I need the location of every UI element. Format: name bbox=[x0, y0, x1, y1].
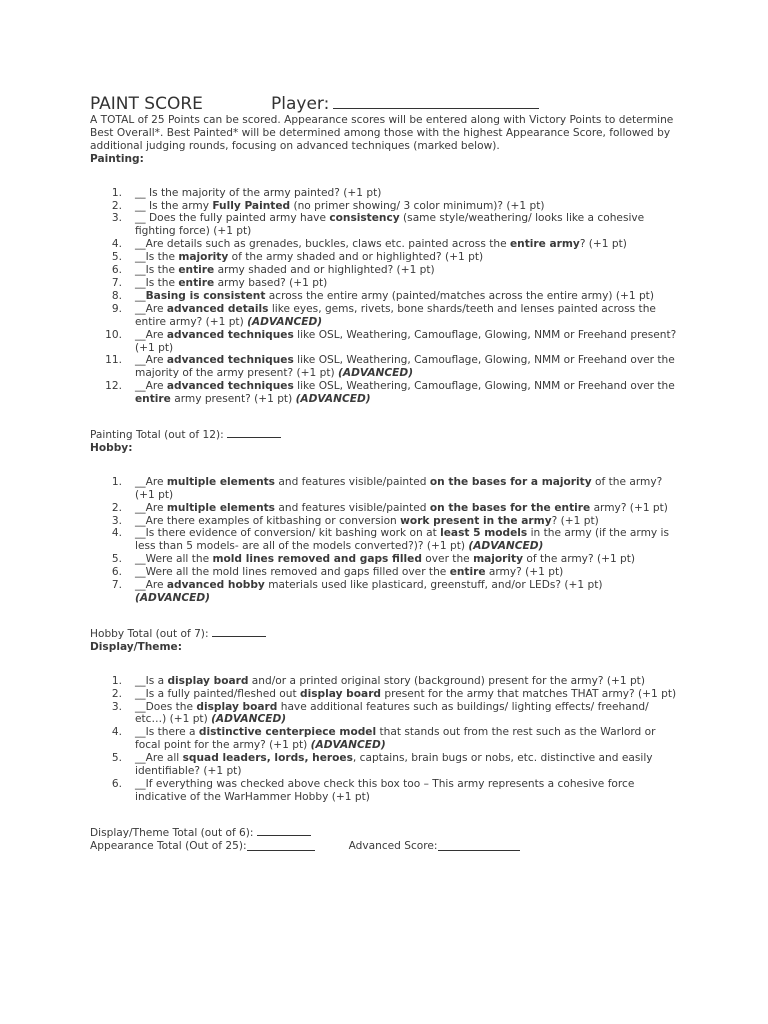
advanced-tag: (ADVANCED) bbox=[295, 393, 371, 406]
text-run: (no primer showing/ 3 color minimum)? (+1 pt) bbox=[290, 199, 545, 212]
item-number: 7. bbox=[111, 276, 122, 289]
emphasis: entire bbox=[178, 276, 215, 289]
hobby-item[interactable] bbox=[90, 566, 680, 579]
text-run: of the army? (+1 pt) bbox=[523, 553, 636, 566]
hobby-item[interactable] bbox=[90, 553, 680, 566]
painting-item[interactable] bbox=[90, 187, 680, 200]
item-number: 12. bbox=[105, 380, 122, 393]
text-run: __Does the bbox=[135, 700, 197, 713]
painting-list bbox=[90, 187, 680, 406]
item-text bbox=[135, 476, 662, 501]
item-text bbox=[135, 502, 668, 514]
item-number: 5. bbox=[111, 752, 122, 765]
advanced-tag: (ADVANCED) bbox=[338, 367, 414, 380]
emphasis: multiple elements bbox=[166, 475, 275, 488]
item-number: 1. bbox=[111, 475, 122, 488]
item-text bbox=[135, 277, 327, 289]
text-run: __Is there a bbox=[135, 726, 199, 739]
text-run: and features visible/painted bbox=[275, 501, 430, 514]
item-text bbox=[135, 701, 649, 726]
hobby-item[interactable] bbox=[90, 476, 680, 502]
text-run: __Are bbox=[135, 380, 167, 393]
text-run: __ Is the army bbox=[135, 199, 213, 212]
painting-heading: Painting: bbox=[90, 152, 144, 165]
item-number: 8. bbox=[111, 289, 122, 302]
item-number: 4. bbox=[111, 238, 122, 251]
emphasis: advanced hobby bbox=[166, 579, 265, 592]
display-item[interactable] bbox=[90, 726, 680, 752]
header bbox=[90, 94, 680, 114]
hobby-total-label: Hobby Total (out of 7): bbox=[90, 627, 212, 640]
item-number: 2. bbox=[111, 687, 122, 700]
item-number: 9. bbox=[111, 302, 122, 315]
text-run: have additional features such as buildings/ lighting effects/ freehand/ etc…) (+1 pt) bbox=[135, 700, 649, 726]
item-text bbox=[135, 251, 483, 263]
text-run: , captains, brain bugs or nobs, etc. distinctive and easily identifiable? (+1 pt) bbox=[135, 752, 653, 778]
appearance-total-label: Appearance Total (Out of 25): bbox=[90, 839, 247, 852]
text-run: __If everything was checked above check this box too – This army represents a cohesive force indicative of the WarHammer Hobby (+1 pt) bbox=[135, 777, 635, 803]
text-run: __Are bbox=[135, 354, 167, 367]
text-run: __Are details such as grenades, buckles, claws etc. painted across the bbox=[135, 238, 510, 251]
item-number: 2. bbox=[111, 199, 122, 212]
painting-item[interactable] bbox=[90, 251, 680, 264]
emphasis: entire bbox=[135, 393, 171, 406]
item-number: 4. bbox=[111, 726, 122, 739]
item-text bbox=[135, 187, 381, 199]
display-item[interactable] bbox=[90, 778, 680, 804]
hobby-total bbox=[90, 626, 680, 641]
emphasis: entire army bbox=[509, 238, 580, 251]
text-run: __Are bbox=[135, 501, 167, 514]
item-number: 1. bbox=[111, 674, 122, 687]
item-text bbox=[135, 290, 654, 302]
item-text bbox=[135, 200, 545, 212]
display-total-label: Display/Theme Total (out of 6): bbox=[90, 826, 257, 839]
text-run: __Are there examples of kitbashing or conversion bbox=[135, 514, 401, 527]
item-number: 6. bbox=[111, 566, 122, 579]
text-run: __Were all the bbox=[135, 553, 213, 566]
advanced-tag: (ADVANCED) bbox=[247, 315, 323, 328]
item-number: 5. bbox=[111, 251, 122, 264]
item-text bbox=[135, 329, 676, 354]
item-number: 5. bbox=[111, 553, 122, 566]
text-run: army shaded and or highlighted? (+1 pt) bbox=[214, 264, 435, 277]
text-run: __Were all the mold lines removed and gaps filled over the bbox=[135, 566, 450, 579]
emphasis: display board bbox=[196, 700, 278, 713]
text-run: __ bbox=[135, 289, 146, 302]
hobby-item[interactable] bbox=[90, 527, 680, 553]
emphasis: work present in the army bbox=[400, 514, 552, 527]
text-run: army? (+1 pt) bbox=[590, 501, 668, 514]
item-text bbox=[135, 778, 634, 803]
appearance-total-field[interactable] bbox=[247, 840, 315, 851]
item-text bbox=[135, 264, 435, 276]
display-total bbox=[90, 825, 680, 840]
painting-item[interactable] bbox=[90, 277, 680, 290]
text-run: of the army shaded and or highlighted? (+1 pt) bbox=[228, 251, 484, 264]
text-run: __Are all bbox=[135, 752, 183, 765]
text-run: __Are bbox=[135, 579, 167, 592]
display-total-field[interactable] bbox=[257, 825, 311, 836]
hobby-list bbox=[90, 476, 680, 605]
advanced-tag: (ADVANCED) bbox=[211, 713, 287, 726]
player-label: Player: bbox=[271, 94, 330, 114]
emphasis: advanced details bbox=[166, 302, 269, 315]
item-number: 3. bbox=[111, 700, 122, 713]
item-text bbox=[135, 303, 656, 328]
item-text bbox=[135, 726, 655, 751]
text-run: __ Does the fully painted army have bbox=[135, 212, 330, 225]
painting-item[interactable] bbox=[90, 303, 680, 329]
item-number: 2. bbox=[111, 501, 122, 514]
text-run: army? (+1 pt) bbox=[485, 566, 564, 579]
item-number: 4. bbox=[111, 527, 122, 540]
advanced-score-field[interactable] bbox=[438, 840, 520, 851]
emphasis: majority bbox=[178, 251, 229, 264]
item-number: 3. bbox=[111, 212, 122, 225]
text-run: over the bbox=[421, 553, 474, 566]
item-text bbox=[135, 212, 644, 237]
emphasis: display board bbox=[167, 674, 249, 687]
hobby-item[interactable] bbox=[90, 515, 680, 528]
display-heading: Display/Theme: bbox=[90, 640, 182, 653]
painting-item[interactable] bbox=[90, 329, 680, 355]
item-number: 10. bbox=[105, 328, 122, 341]
emphasis: multiple elements bbox=[166, 501, 275, 514]
painting-item[interactable] bbox=[90, 264, 680, 277]
emphasis: entire bbox=[449, 566, 486, 579]
item-text bbox=[135, 354, 675, 379]
item-number: 11. bbox=[105, 354, 122, 367]
display-item[interactable] bbox=[90, 675, 680, 688]
text-run: __Are bbox=[135, 302, 167, 315]
emphasis: Basing is consistent bbox=[145, 289, 266, 302]
emphasis: majority bbox=[473, 553, 523, 566]
score-sheet bbox=[90, 94, 680, 853]
item-text bbox=[135, 579, 603, 604]
advanced-score-label: Advanced Score: bbox=[348, 839, 438, 852]
text-run: present for the army that matches THAT army? (+1 pt) bbox=[381, 687, 677, 700]
item-number: 7. bbox=[111, 579, 122, 592]
advanced-tag: (ADVANCED) bbox=[310, 739, 386, 752]
emphasis: on the bases for a majority bbox=[429, 475, 592, 488]
text-run: and features visible/painted bbox=[275, 475, 430, 488]
text-run: __Are bbox=[135, 328, 167, 341]
text-run: __Is there evidence of conversion/ kit bashing work on at bbox=[135, 527, 441, 540]
intro-text: A TOTAL of 25 Points can be scored. Appearance scores will be entered along with Victory Points to determine Best Overall*. Best Painted* will be determined among those with the highest Appearance Score, followed by additional judging rounds, focusing on advanced techniques (marked below). bbox=[90, 114, 674, 152]
item-text bbox=[135, 553, 635, 565]
text-run: __Is a fully painted/fleshed out bbox=[135, 687, 301, 700]
display-item[interactable] bbox=[90, 752, 680, 778]
item-text bbox=[135, 380, 675, 405]
display-item[interactable] bbox=[90, 701, 680, 727]
item-text bbox=[135, 566, 563, 578]
text-run: like OSL, Weathering, Camouflage, Glowing, NMM or Freehand over the majority of the army present? (+1 pt) bbox=[135, 354, 675, 380]
text-run: of the army? (+1 pt) bbox=[135, 475, 663, 501]
text-run: like OSL, Weathering, Camouflage, Glowing, NMM or Freehand present? (+1 pt) bbox=[135, 328, 677, 354]
item-number: 6. bbox=[111, 264, 122, 277]
text-run: ? (+1 pt) bbox=[579, 238, 627, 251]
item-number: 6. bbox=[111, 777, 122, 790]
painting-item[interactable] bbox=[90, 354, 680, 380]
hobby-heading: Hobby: bbox=[90, 441, 133, 454]
text-run: that stands out from the rest such as the Warlord or focal point for the army? (+1 pt) bbox=[135, 726, 656, 752]
text-run: __Is the bbox=[135, 251, 179, 264]
text-run: like OSL, Weathering, Camouflage, Glowing, NMM or Freehand over the bbox=[293, 380, 675, 393]
emphasis: advanced techniques bbox=[166, 328, 294, 341]
painting-total bbox=[90, 427, 680, 442]
text-run: like eyes, gems, rivets, bone shards/teeth and lenses painted across the entire army? (+1 pt) bbox=[135, 302, 656, 328]
text-run: army present? (+1 pt) bbox=[170, 393, 296, 406]
painting-total-field[interactable] bbox=[227, 427, 281, 438]
page-title: PAINT SCORE bbox=[90, 94, 203, 114]
item-text bbox=[135, 688, 676, 700]
text-run: __Is the bbox=[135, 276, 179, 289]
item-text bbox=[135, 752, 653, 777]
painting-item[interactable] bbox=[90, 200, 680, 213]
text-run: __Is a bbox=[135, 674, 168, 687]
emphasis: mold lines removed and gaps filled bbox=[212, 553, 422, 566]
emphasis: Fully Painted bbox=[212, 199, 291, 212]
emphasis: advanced techniques bbox=[166, 354, 294, 367]
display-item[interactable] bbox=[90, 688, 680, 701]
emphasis: consistency bbox=[329, 212, 400, 225]
display-list bbox=[90, 675, 680, 804]
painting-item[interactable] bbox=[90, 212, 680, 238]
text-run: __ Is the majority of the army painted? (+1 pt) bbox=[135, 186, 382, 199]
text-run: materials used like plasticard, greenstuff, and/or LEDs? (+1 pt) bbox=[264, 579, 603, 592]
item-number: 3. bbox=[111, 514, 122, 527]
text-run: (same style/weathering/ looks like a cohesive fighting force) (+1 pt) bbox=[135, 212, 645, 238]
text-run: in the army (if the army is less than 5 models- are all of the models converted?)? (+1 pt) bbox=[135, 527, 669, 553]
item-text bbox=[135, 515, 599, 527]
hobby-total-field[interactable] bbox=[212, 626, 266, 637]
player-name-field[interactable] bbox=[333, 94, 539, 109]
painting-item[interactable] bbox=[90, 238, 680, 251]
emphasis: display board bbox=[300, 687, 381, 700]
emphasis: distinctive centerpiece model bbox=[198, 726, 377, 739]
item-text bbox=[135, 238, 627, 250]
text-run: and/or a printed original story (background) present for the army? (+1 pt) bbox=[248, 674, 645, 687]
emphasis: entire bbox=[178, 264, 215, 277]
text-run: __Is the bbox=[135, 264, 179, 277]
painting-item[interactable] bbox=[90, 380, 680, 406]
hobby-item[interactable] bbox=[90, 579, 680, 605]
emphasis: advanced techniques bbox=[166, 380, 294, 393]
text-run: ? (+1 pt) bbox=[551, 514, 599, 527]
appearance-row bbox=[90, 840, 680, 853]
item-text bbox=[135, 527, 669, 552]
advanced-tag: (ADVANCED) bbox=[468, 540, 544, 553]
emphasis: on the bases for the entire bbox=[429, 501, 591, 514]
text-run: __Are bbox=[135, 475, 167, 488]
item-number: 1. bbox=[111, 186, 122, 199]
emphasis: least 5 models bbox=[440, 527, 528, 540]
item-text bbox=[135, 675, 645, 687]
emphasis: squad leaders, lords, heroes bbox=[182, 752, 353, 765]
hobby-item[interactable] bbox=[90, 502, 680, 515]
painting-item[interactable] bbox=[90, 290, 680, 303]
text-run: army based? (+1 pt) bbox=[214, 276, 328, 289]
advanced-tag: (ADVANCED) bbox=[135, 592, 211, 604]
text-run: across the entire army (painted/matches across the entire army) (+1 pt) bbox=[265, 289, 654, 302]
painting-total-label: Painting Total (out of 12): bbox=[90, 429, 228, 442]
